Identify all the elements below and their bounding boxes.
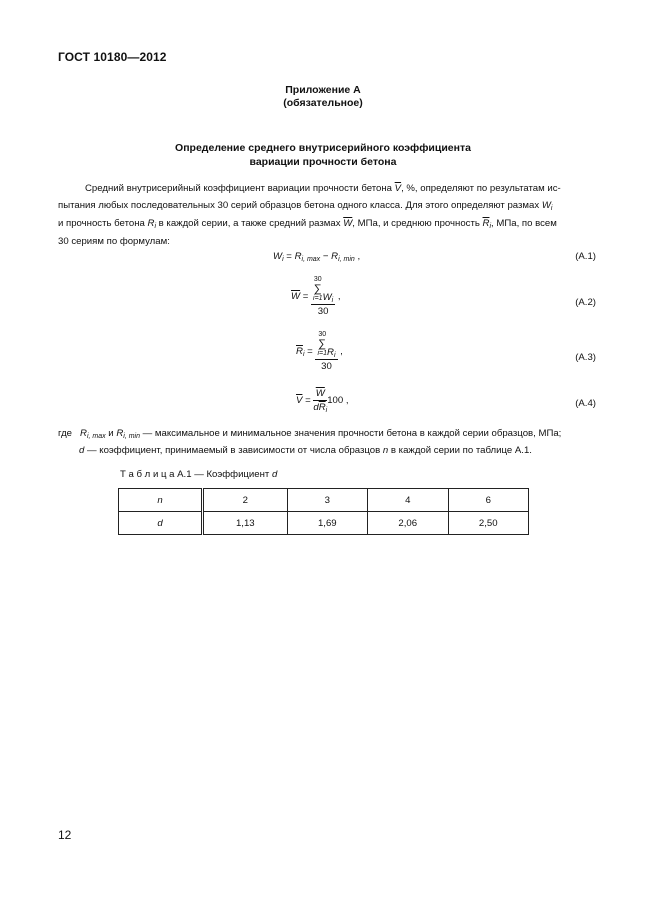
sigma-symbol: ∑ [313,283,322,295]
formula-var: $\overline{R}$ [318,402,326,413]
denominator: 30 [321,361,332,372]
denominator: 30 [317,306,329,317]
where-text: — максимальное и минимальное значения прочности бетона в каждой серии образцов, МПа; [140,428,562,439]
r-symbol: R [80,428,87,439]
subscript: i [550,205,553,212]
minus-sign: − [322,251,329,262]
subscript: i [489,223,492,230]
equals-sign: = [286,251,292,262]
formula-var: $\overline{W}$ [291,291,301,303]
appendix-status: (обязательное) [283,97,363,109]
intro-text: пытания любых последовательных 30 серий образцов бетона одного класса. Для этого определяют размах [58,200,542,211]
d-symbol: d [79,445,85,456]
r-symbol: R [147,218,155,229]
table-caption [120,469,277,480]
document-header: ГОСТ 10180—2012 [58,50,167,64]
formula-tail: , [337,346,343,358]
fraction [313,388,327,413]
formula-var: R [331,251,339,262]
sigma-symbol: ∑ [318,338,327,350]
intro-text: , %, определяют по результатам ис- [401,183,561,194]
intro-text: и прочность бетона [58,218,148,229]
fraction [311,276,335,317]
formula-var: R [294,251,302,262]
formula-var: d [313,402,319,413]
r-bar-symbol: $\overline{R}$ [482,218,490,229]
intro-text: , МПа, по всем [491,218,557,229]
formula-var: W [322,292,332,303]
where-line2 [79,445,532,456]
table-cell: 1,13 [203,512,288,535]
n-symbol: n [382,445,389,456]
equals-sign: = [307,346,313,358]
fraction [315,331,337,372]
table-cell: 6 [448,489,529,512]
subscript: i [302,351,305,359]
table-row [119,489,529,512]
subscript: i, max [301,256,321,263]
caption-text: Т а б л и ц а А.1 — Коэффициент [120,469,272,480]
formula-a2 [291,276,341,317]
row-label: d [119,512,203,535]
w-bar-symbol: $\overline{W}$ [343,218,353,229]
subscript: i [325,407,328,414]
subscript: i [154,223,156,230]
where-prefix: где [58,428,73,439]
subscript: i, min [338,256,355,263]
subscript: i [331,297,334,304]
r-symbol: R [116,428,124,439]
subscript: i, min [123,433,140,440]
section-title-line2: вариации прочности бетона [249,156,397,168]
equals-sign: = [302,291,309,303]
page-number: 12 [58,828,72,842]
equals-sign: = [305,395,311,407]
subscript: i, max [86,433,106,440]
subscript: i [333,352,336,359]
section-title-line1: Определение среднего внутрисерийного коэффициента [175,142,471,154]
formula-number: (А.2) [575,297,596,308]
v-bar-symbol: $\overline{V}$ [394,183,402,194]
table-cell: 2,50 [448,512,529,535]
sum-lower: i=1 [317,350,327,357]
where-line1 [58,428,561,439]
caption-var: d [271,469,278,480]
formula-tail: , [354,251,361,262]
numerator: $\overline{W}$ [313,388,327,401]
formula-tail: , [343,395,349,407]
sum-sign [317,331,327,358]
formula-a3 [296,331,343,372]
intro-text: Средний внутрисерийный коэффициент вариации прочности бетона [85,183,395,194]
table-cell: 1,69 [287,512,367,535]
where-text: — коэффициент, принимаемый в зависимости от числа образцов [84,445,383,456]
formula-tail: , [335,291,341,303]
intro-text: 30 сериям по формулам: [58,236,170,247]
formula-number: (А.3) [575,352,596,363]
table-cell: 4 [368,489,448,512]
sum-sign [313,276,323,303]
sum-lower: i=1 [313,295,323,302]
multiplier: 100 [327,395,344,407]
w-symbol: W [541,200,551,211]
table-cell: 2 [203,489,288,512]
coefficient-table [118,488,529,535]
formula-number: (А.4) [575,398,596,409]
where-text: в каждой серии по таблице А.1. [388,445,532,456]
where-text: и [105,428,117,439]
formula-var: $\overline{V}$ [296,395,303,407]
formula-a1 [273,251,360,262]
formula-a4 [296,388,349,413]
sum-upper: 30 [318,331,327,338]
table-cell: 2,06 [368,512,448,535]
intro-text: , МПа, и среднюю прочность [352,218,483,229]
row-label: n [119,489,203,512]
table-row [119,512,529,535]
subscript: i [282,256,284,263]
appendix-title: Приложение А [285,84,361,96]
formula-var: $\overline{R}$ [296,346,303,358]
intro-text: в каждой серии, а также средний размах [156,218,344,229]
formula-number: (А.1) [575,251,596,262]
formula-var: R [327,347,334,358]
intro-paragraph [58,180,595,250]
sum-upper: 30 [313,276,322,283]
formula-var: W [273,251,283,262]
table-cell: 3 [287,489,367,512]
